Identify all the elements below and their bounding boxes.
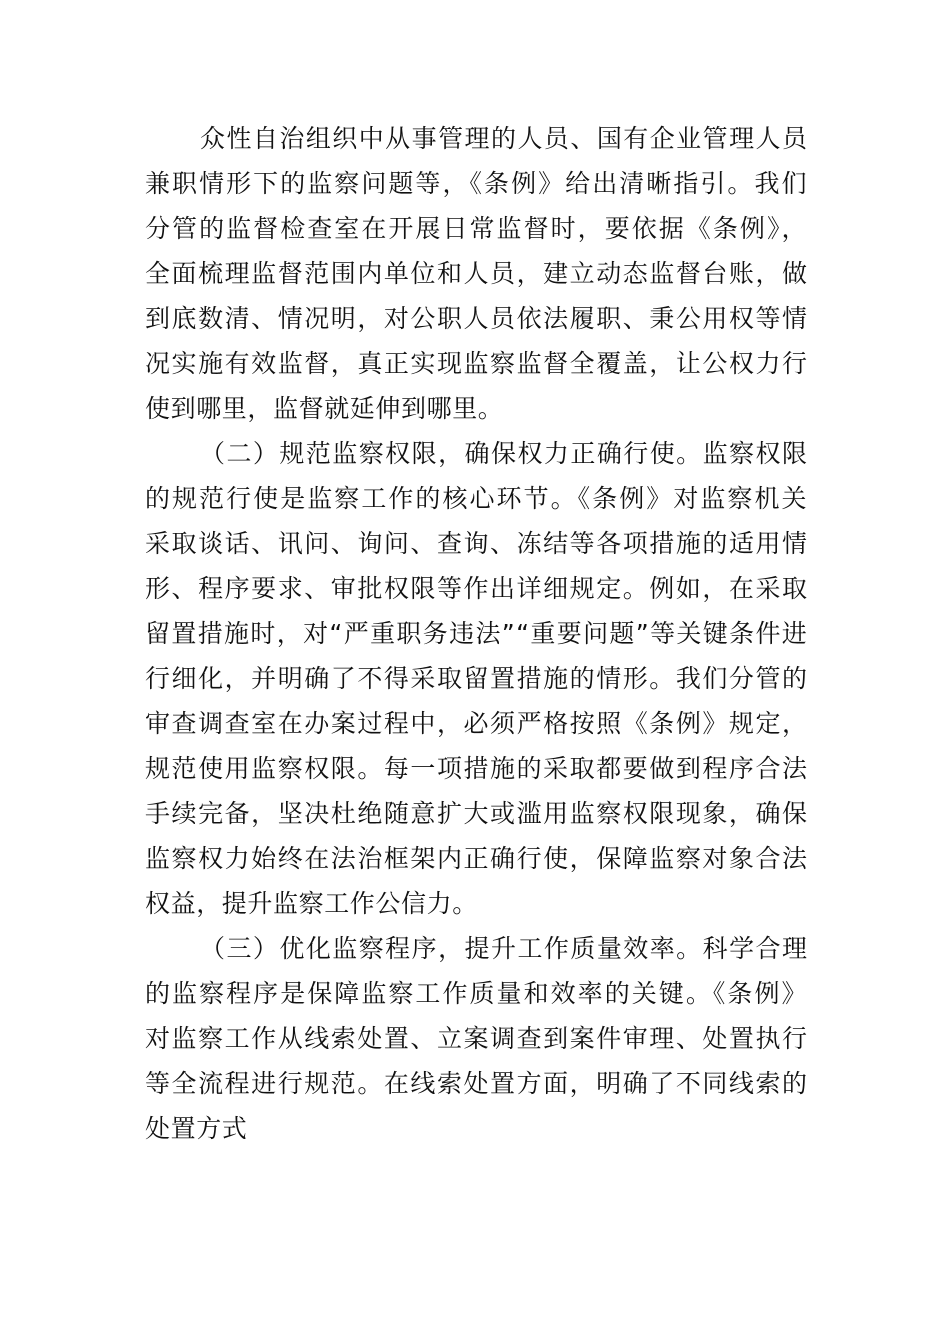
text-line: 等全流程进行规范。在线索处置方面，明确了不同线索的 <box>145 1069 809 1098</box>
text-line: （二）规范监察权限，确保权力正确行使。监察权限 <box>200 439 809 468</box>
document-body <box>145 116 807 1151</box>
text-line: 况实施有效监督，真正实现监察监督全覆盖，让公权力行 <box>145 349 809 378</box>
text-line: 的监察程序是保障监察工作质量和效率的关键。《条例》 <box>145 979 809 1008</box>
text-line: 到底数清、情况明，对公职人员依法履职、秉公用权等情 <box>145 304 809 333</box>
text-line: 兼职情形下的监察问题等，《条例》给出清晰指引。我们 <box>145 169 809 198</box>
text-line: 处置方式 <box>145 1114 248 1143</box>
paragraph-p2 <box>145 431 807 926</box>
text-line: 形、程序要求、审批权限等作出详细规定。例如，在采取 <box>145 574 809 603</box>
text-line: 权益，提升监察工作公信力。 <box>145 889 478 918</box>
text-line: 规范使用监察权限。每一项措施的采取都要做到程序合法 <box>145 754 809 783</box>
text-line: 众性自治组织中从事管理的人员、国有企业管理人员 <box>200 124 809 153</box>
text-line: 审查调查室在办案过程中，必须严格按照《条例》规定， <box>145 709 809 738</box>
text-line: 手续完备，坚决杜绝随意扩大或滥用监察权限现象，确保 <box>145 799 809 828</box>
text-line: 的规范行使是监察工作的核心环节。《条例》对监察机关 <box>145 484 809 513</box>
text-line: 全面梳理监督范围内单位和人员，建立动态监督台账，做 <box>145 259 809 288</box>
text-line: 留置措施时，对“严重职务违法”“重要问题”等关键条件进 <box>145 619 809 648</box>
text-line: （三）优化监察程序，提升工作质量效率。科学合理 <box>200 934 809 963</box>
paragraph-p1 <box>145 116 807 431</box>
text-line: 分管的监督检查室在开展日常监督时，要依据《条例》， <box>145 214 809 243</box>
text-line: 监察权力始终在法治框架内正确行使，保障监察对象合法 <box>145 844 809 873</box>
text-line: 行细化，并明确了不得采取留置措施的情形。我们分管的 <box>145 664 809 693</box>
text-line: 使到哪里，监督就延伸到哪里。 <box>145 394 504 423</box>
text-line: 对监察工作从线索处置、立案调查到案件审理、处置执行 <box>145 1024 809 1053</box>
paragraph-p3 <box>145 926 807 1151</box>
text-line: 采取谈话、讯问、询问、查询、冻结等各项措施的适用情 <box>145 529 809 558</box>
